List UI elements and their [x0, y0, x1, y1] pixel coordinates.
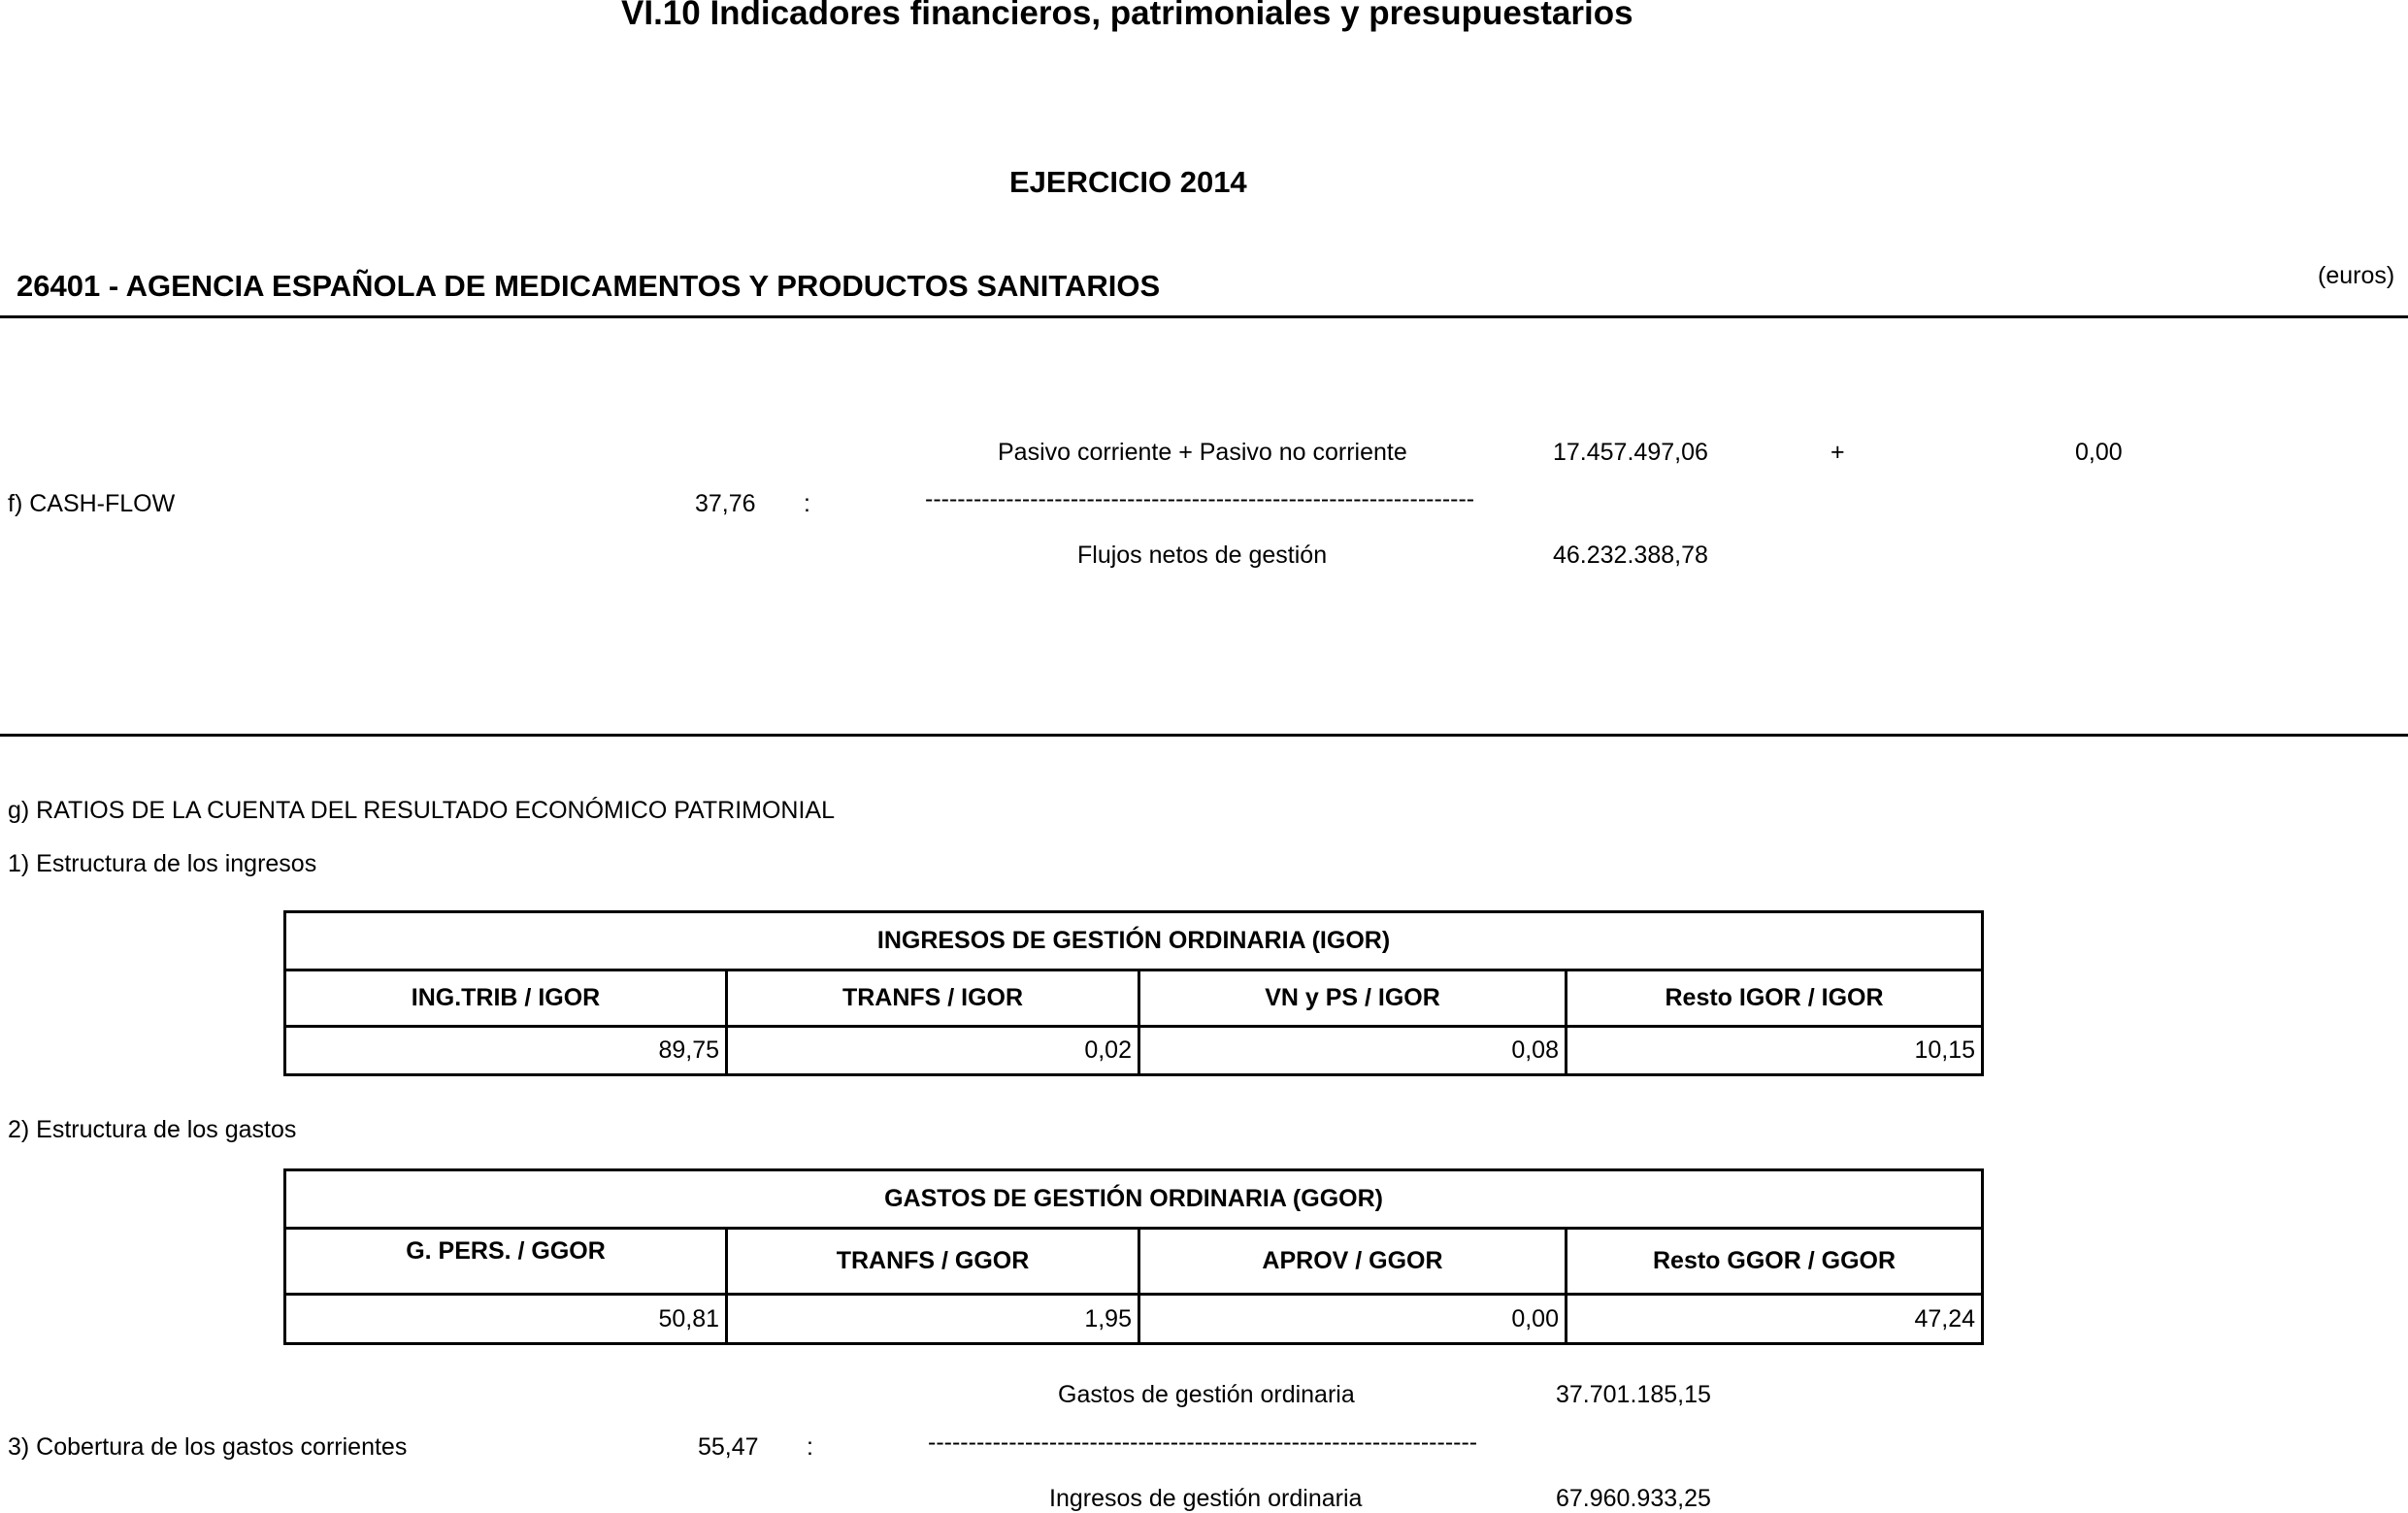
income-header-vn-ps: VN y PS / IGOR	[1139, 970, 1567, 1027]
expenses-structure-subtitle: 2) Estructura de los gastos	[8, 1116, 297, 1143]
expenses-value-aprov: 0,00	[1139, 1295, 1567, 1344]
ratios-section-title: g) RATIOS DE LA CUENTA DEL RESULTADO ECONÓMICO PATRIMONIAL	[8, 797, 835, 824]
expenses-header-g-pers: G. PERS. / GGOR	[285, 1229, 727, 1295]
income-value-vn-ps: 0,08	[1139, 1027, 1567, 1075]
expenses-header-tranfs: TRANFS / GGOR	[727, 1229, 1139, 1295]
cashflow-numerator-label: Pasivo corriente + Pasivo no corriente	[998, 439, 1407, 466]
section-divider	[0, 734, 2408, 737]
income-header-resto: Resto IGOR / IGOR	[1567, 970, 1983, 1027]
page-title: VI.10 Indicadores financieros, patrimoniales y presupuestarios	[621, 0, 1633, 32]
expenses-value-tranfs: 1,95	[727, 1295, 1139, 1344]
cashflow-numerator-value-2: 0,00	[2075, 439, 2123, 466]
expenses-structure-table	[283, 1168, 1984, 1345]
entity-name: 26401 - AGENCIA ESPAÑOLA DE MEDICAMENTOS Y PRODUCTOS SANITARIOS	[16, 269, 1161, 303]
income-value-ing-trib: 89,75	[285, 1027, 727, 1075]
coverage-numerator-value: 37.701.185,15	[1556, 1381, 1711, 1408]
income-header-tranfs: TRANFS / IGOR	[727, 970, 1139, 1027]
coverage-colon: :	[807, 1433, 813, 1461]
expenses-header-resto: Resto GGOR / GGOR	[1567, 1229, 1983, 1295]
cashflow-plus-sign: +	[1831, 439, 1845, 466]
income-value-tranfs: 0,02	[727, 1027, 1139, 1075]
income-header-ing-trib: ING.TRIB / IGOR	[285, 970, 727, 1027]
coverage-denominator-label: Ingresos de gestión ordinaria	[1049, 1485, 1363, 1512]
header-divider	[0, 315, 2408, 318]
expenses-table-title: GASTOS DE GESTIÓN ORDINARIA (GGOR)	[285, 1170, 1983, 1229]
exercise-year: EJERCICIO 2014	[1009, 165, 1247, 199]
cashflow-denominator-value: 46.232.388,78	[1553, 542, 1708, 569]
income-structure-subtitle: 1) Estructura de los ingresos	[8, 850, 317, 877]
expenses-value-resto: 47,24	[1567, 1295, 1983, 1344]
coverage-fraction-line: --------------------------------------------------------------------	[928, 1429, 1477, 1456]
expenses-value-g-pers: 50,81	[285, 1295, 727, 1344]
coverage-value: 55,47	[698, 1433, 759, 1461]
coverage-label: 3) Cobertura de los gastos corrientes	[8, 1433, 408, 1461]
units-label: (euros)	[2318, 262, 2395, 289]
income-value-resto: 10,15	[1567, 1027, 1983, 1075]
income-table-title: INGRESOS DE GESTIÓN ORDINARIA (IGOR)	[285, 912, 1983, 970]
coverage-denominator-value: 67.960.933,25	[1556, 1485, 1711, 1512]
cashflow-colon: :	[804, 490, 810, 517]
cashflow-denominator-label: Flujos netos de gestión	[1077, 542, 1328, 569]
expenses-header-aprov: APROV / GGOR	[1139, 1229, 1567, 1295]
cashflow-value: 37,76	[695, 490, 756, 517]
cashflow-fraction-line: --------------------------------------------------------------------	[925, 485, 1474, 512]
income-structure-table	[283, 910, 1984, 1076]
cashflow-numerator-value: 17.457.497,06	[1553, 439, 1708, 466]
cashflow-label: f) CASH-FLOW	[8, 490, 176, 517]
coverage-numerator-label: Gastos de gestión ordinaria	[1058, 1381, 1355, 1408]
